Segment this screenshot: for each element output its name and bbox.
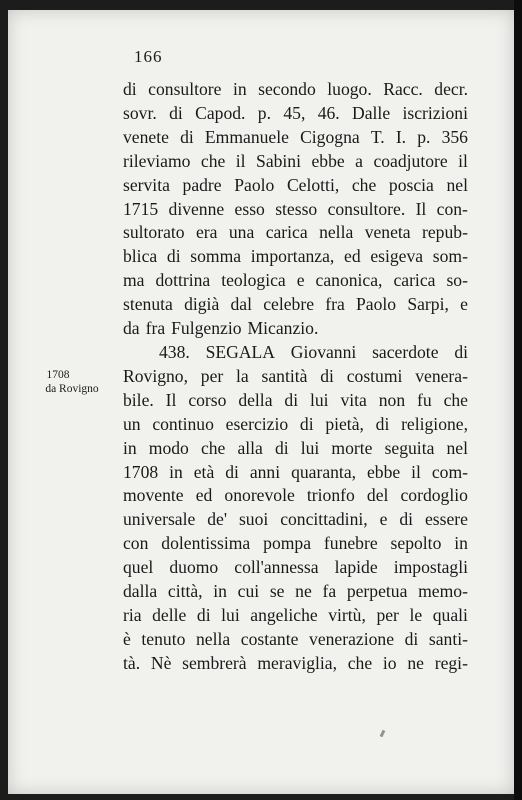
margin-note-place: da Rovigno bbox=[45, 383, 99, 395]
text-line: sovr. di Capod. p. 45, 46. Dalle iscrizioni bbox=[123, 102, 468, 123]
text-line: stenuta digià dal celebre fra Paolo Sarpi, e bbox=[123, 294, 468, 315]
book-page bbox=[8, 10, 514, 794]
margin-note bbox=[22, 368, 122, 396]
text-line: in modo che alla di lui morte seguita nel bbox=[123, 437, 468, 458]
text-line: 1708 in età di anni quaranta, ebbe il com- bbox=[123, 461, 468, 482]
text-line: con dolentissima pompa funebre sepolto in bbox=[123, 533, 468, 554]
text-line: da fra Fulgenzio Micanzio. bbox=[123, 318, 319, 339]
text-line: rileviamo che il Sabini ebbe a coadjutore il bbox=[123, 150, 468, 171]
text-line: un continuo esercizio di pietà, di religione, bbox=[123, 413, 468, 434]
text-line: di consultore in secondo luogo. Racc. decr. bbox=[123, 79, 468, 99]
text-line: ma dottrina teologica e canonica, carica so- bbox=[123, 270, 468, 291]
text-line: movente ed onorevole trionfo del cordoglio bbox=[123, 485, 468, 506]
text-line: 1715 divenne esso stesso consultore. Il con- bbox=[123, 198, 468, 219]
text-line: bile. Il corso della di lui vita non fu che bbox=[123, 389, 468, 410]
text-line: dalla città, in cui se ne fa perpetua memo- bbox=[123, 581, 468, 602]
text-line: universale de' suoi concittadini, e di essere bbox=[123, 509, 468, 530]
text-line: tà. Nè sembrerà meraviglia, che io ne regi- bbox=[123, 652, 468, 673]
text-line: servita padre Paolo Celotti, che poscia nel bbox=[123, 174, 468, 195]
margin-note-year: 1708 bbox=[46, 369, 70, 381]
entry-heading-line: 438. SEGALA Giovanni sacerdote di bbox=[159, 341, 468, 362]
text-line: blica di somma importanza, ed esigeva som- bbox=[123, 246, 468, 267]
ink-speck bbox=[380, 730, 386, 738]
text-line: è tenuto nella costante venerazione di santi- bbox=[123, 628, 468, 649]
text-line: ria delle di lui angeliche virtù, per le quali bbox=[123, 604, 468, 625]
text-line: quel duomo coll'annessa lapide impostagli bbox=[123, 557, 468, 578]
body-text bbox=[123, 78, 468, 676]
text-line: Rovigno, per la santità di costumi venera- bbox=[123, 365, 468, 386]
page-edge-shadow bbox=[514, 0, 522, 800]
text-line: venete di Emmanuele Cigogna T. I. p. 356 bbox=[123, 126, 468, 147]
text-line: sultorato era una carica nella veneta repub- bbox=[123, 222, 468, 243]
page-number: 166 bbox=[134, 47, 163, 66]
